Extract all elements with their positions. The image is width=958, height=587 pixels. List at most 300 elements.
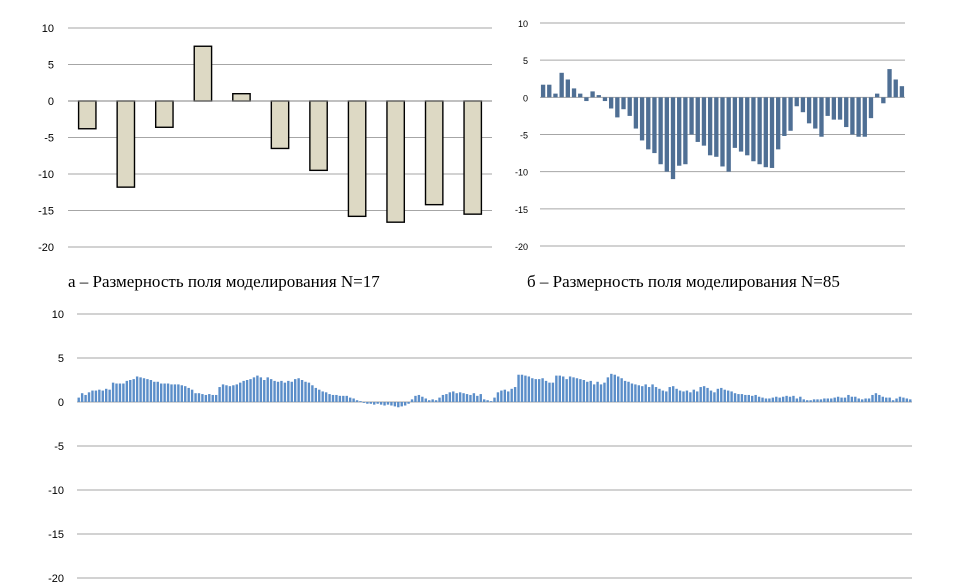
bar: [95, 391, 97, 402]
bar: [352, 398, 354, 402]
bar: [181, 385, 183, 402]
bar: [888, 398, 890, 402]
bar: [733, 97, 737, 148]
bar: [683, 97, 687, 164]
bar: [858, 398, 860, 402]
bar: [208, 394, 210, 402]
bar: [757, 97, 761, 164]
y-tick-label: 0: [47, 96, 54, 108]
bar: [562, 376, 564, 402]
bar: [610, 374, 612, 402]
bar: [102, 391, 104, 402]
bar: [730, 391, 732, 402]
bar: [600, 384, 602, 402]
bar: [98, 390, 100, 402]
bar: [776, 97, 780, 149]
bar: [869, 97, 873, 118]
bar: [590, 91, 594, 97]
bar: [524, 376, 526, 402]
bar: [844, 97, 848, 127]
bar: [634, 97, 638, 128]
bar: [868, 398, 870, 402]
bar: [875, 393, 877, 402]
bar: [820, 399, 822, 402]
bar: [445, 394, 447, 402]
bar: [614, 375, 616, 402]
bar: [163, 384, 165, 402]
bar: [854, 397, 856, 402]
bar: [304, 382, 306, 402]
bar: [229, 386, 231, 402]
bar: [899, 397, 901, 402]
bar: [807, 97, 811, 123]
bar: [696, 97, 700, 142]
bar: [88, 392, 90, 402]
bar: [900, 86, 904, 97]
bar: [572, 377, 574, 402]
bar: [677, 97, 681, 165]
bar: [770, 97, 774, 168]
bar: [617, 376, 619, 402]
bar: [246, 380, 248, 402]
y-tick-label: 0: [57, 397, 64, 409]
bar: [665, 97, 669, 171]
bar: [521, 375, 523, 402]
bar: [799, 397, 801, 402]
bar: [652, 97, 656, 153]
bar: [233, 94, 250, 101]
bar: [294, 379, 296, 402]
bar: [706, 388, 708, 402]
bar: [758, 397, 760, 402]
bar: [535, 379, 537, 402]
bar: [91, 391, 93, 402]
bar: [177, 384, 179, 402]
bar: [418, 395, 420, 402]
bar: [363, 402, 365, 403]
bar: [462, 393, 464, 402]
bar: [115, 384, 117, 402]
bar: [689, 392, 691, 402]
y-tick-label: -5: [54, 441, 64, 453]
bar: [772, 398, 774, 402]
bar: [863, 97, 867, 136]
bar: [500, 391, 502, 402]
bar: [222, 384, 224, 402]
bar: [426, 101, 443, 205]
bar: [768, 398, 770, 402]
bar: [160, 384, 162, 402]
bar: [198, 393, 200, 402]
bar: [236, 384, 238, 402]
bar: [894, 79, 898, 97]
bar: [321, 391, 323, 402]
bar: [847, 395, 849, 402]
bar: [480, 394, 482, 402]
bar: [906, 398, 908, 402]
bar: [218, 387, 220, 402]
bar: [658, 97, 662, 164]
y-tick-label: 0: [522, 93, 528, 104]
bar: [878, 395, 880, 402]
bar: [646, 97, 650, 149]
bar: [404, 402, 406, 406]
bar: [486, 400, 488, 402]
bar: [559, 376, 561, 402]
bar: [597, 95, 601, 97]
bar: [349, 398, 351, 402]
bar: [586, 382, 588, 402]
bar: [703, 386, 705, 402]
bar: [669, 387, 671, 402]
bar: [628, 97, 632, 116]
bar: [459, 392, 461, 402]
y-tick-label: -15: [514, 204, 528, 215]
bar: [851, 397, 853, 402]
bar: [332, 395, 334, 402]
bar: [510, 389, 512, 402]
bar: [174, 384, 176, 402]
bar: [531, 378, 533, 402]
y-tick-label: 5: [522, 56, 528, 67]
bar: [414, 396, 416, 402]
bar: [493, 398, 495, 402]
bar: [792, 396, 794, 402]
bar: [435, 400, 437, 402]
bar: [390, 402, 392, 406]
bar: [291, 382, 293, 402]
y-tick-label: 10: [41, 23, 54, 35]
bar: [311, 385, 313, 402]
bar: [809, 400, 811, 402]
bar: [212, 395, 214, 402]
bar: [380, 402, 382, 405]
bar: [665, 391, 667, 402]
bar: [431, 399, 433, 402]
bar: [696, 391, 698, 402]
bar: [720, 388, 722, 402]
bar: [861, 399, 863, 402]
bar: [156, 101, 173, 127]
bar: [813, 399, 815, 402]
bar: [308, 383, 310, 402]
bar: [253, 377, 255, 402]
bar: [129, 380, 131, 402]
bar: [816, 399, 818, 402]
bar: [194, 393, 196, 402]
bar: [84, 395, 86, 402]
bar: [830, 398, 832, 402]
bar: [714, 97, 718, 156]
bar: [744, 395, 746, 402]
bar: [624, 381, 626, 402]
bar: [724, 390, 726, 402]
bar: [576, 378, 578, 402]
y-tick-label: -20: [514, 242, 528, 252]
bar: [895, 398, 897, 402]
bar: [366, 402, 368, 404]
bar: [806, 400, 808, 402]
y-tick-label: -5: [44, 132, 54, 145]
bar: [346, 396, 348, 402]
bar: [679, 391, 681, 402]
bar: [105, 389, 107, 402]
bar: [397, 402, 399, 407]
bar: [638, 385, 640, 402]
bar: [376, 402, 378, 404]
bar: [528, 376, 530, 402]
caption-a: а – Размерность поля моделирования N=17: [68, 272, 380, 291]
chart-b: [515, 19, 905, 252]
bar: [871, 395, 873, 402]
bar: [603, 383, 605, 402]
bar: [548, 383, 550, 402]
bar: [710, 391, 712, 402]
bar: [280, 381, 282, 402]
bar: [686, 391, 688, 402]
bar: [553, 94, 557, 98]
bar: [287, 381, 289, 402]
bar: [297, 378, 299, 402]
bar: [648, 387, 650, 402]
bar: [401, 402, 403, 406]
bar: [902, 398, 904, 402]
bar: [607, 377, 609, 402]
bar: [572, 88, 576, 97]
bar: [469, 395, 471, 402]
bar: [143, 378, 145, 402]
bar: [699, 387, 701, 402]
bar: [267, 377, 269, 402]
bar: [796, 398, 798, 402]
bar: [81, 393, 83, 402]
bar: [411, 399, 413, 402]
bar: [260, 377, 262, 402]
y-tick-label: -15: [48, 529, 64, 541]
bar: [675, 389, 677, 402]
bar: [483, 399, 485, 402]
bar: [658, 389, 660, 402]
bar: [325, 392, 327, 402]
bar: [359, 401, 361, 402]
bar: [559, 73, 563, 98]
bar: [194, 46, 211, 101]
bar: [315, 388, 317, 402]
bar: [621, 97, 625, 109]
bar: [819, 97, 823, 136]
bar: [885, 398, 887, 402]
bar: [225, 385, 227, 402]
bar: [565, 379, 567, 402]
y-tick-label: -5: [519, 130, 528, 141]
y-tick-label: 10: [517, 19, 528, 29]
bar: [187, 388, 189, 402]
bar: [837, 397, 839, 402]
bar: [428, 400, 430, 402]
bar: [310, 101, 327, 170]
bar: [720, 97, 724, 166]
bar: [263, 380, 265, 402]
bar: [139, 377, 141, 402]
bar: [108, 390, 110, 402]
bar: [271, 101, 288, 148]
bar: [662, 391, 664, 402]
bar: [813, 97, 817, 128]
bar: [78, 398, 80, 402]
bar: [146, 379, 148, 402]
chart-a: [38, 23, 492, 254]
bar: [387, 101, 404, 222]
y-tick-label: -10: [48, 485, 64, 497]
bar: [284, 383, 286, 402]
bar: [788, 97, 792, 130]
bar: [751, 396, 753, 402]
bar: [273, 381, 275, 402]
bar: [739, 97, 743, 151]
bar: [438, 398, 440, 402]
bar: [507, 391, 509, 402]
bar: [832, 97, 836, 119]
y-tick-label: 5: [57, 353, 64, 365]
bar: [708, 97, 712, 155]
bar: [112, 383, 114, 402]
bar: [713, 392, 715, 402]
bar: [547, 85, 551, 98]
bar: [682, 391, 684, 402]
bar: [256, 376, 258, 402]
bar: [833, 398, 835, 402]
bar: [593, 384, 595, 402]
bar: [464, 101, 481, 214]
bar: [201, 394, 203, 402]
bar: [373, 402, 375, 405]
bar: [727, 97, 731, 171]
chart-c: [48, 309, 912, 585]
bar: [566, 79, 570, 97]
bar: [452, 391, 454, 402]
bar: [517, 375, 519, 402]
bar: [620, 378, 622, 402]
bar: [748, 395, 750, 402]
bar: [782, 397, 784, 402]
bar: [150, 380, 152, 402]
caption-b: б – Размерность поля моделирования N=85: [527, 272, 840, 291]
bar: [631, 384, 633, 402]
bar: [782, 97, 786, 136]
bar: [856, 97, 860, 136]
bar: [466, 394, 468, 402]
y-tick-label: -20: [38, 242, 54, 254]
y-tick-label: 5: [47, 59, 54, 72]
bar: [122, 384, 124, 402]
bar: [579, 379, 581, 402]
bar: [541, 378, 543, 402]
bar: [844, 398, 846, 402]
bar: [775, 397, 777, 402]
bar: [838, 97, 842, 119]
bar: [239, 383, 241, 402]
bar: [277, 382, 279, 402]
bar: [603, 97, 607, 101]
bar: [751, 97, 755, 161]
bar: [348, 101, 365, 216]
bar: [651, 384, 653, 402]
bar: [881, 97, 885, 103]
bar: [191, 390, 193, 402]
bar: [734, 393, 736, 402]
bar: [514, 387, 516, 402]
bar: [456, 393, 458, 402]
bar: [892, 400, 894, 402]
bar: [449, 392, 451, 402]
bar: [727, 391, 729, 402]
bar: [801, 97, 805, 112]
bar: [803, 399, 805, 402]
bar: [887, 69, 891, 97]
bar: [578, 94, 582, 98]
bar: [153, 382, 155, 402]
bar: [590, 381, 592, 402]
bar: [490, 401, 492, 402]
bar: [702, 97, 706, 145]
bar: [785, 396, 787, 402]
bar: [761, 398, 763, 402]
bar: [627, 382, 629, 402]
bar: [136, 376, 138, 402]
bar: [741, 394, 743, 402]
bar: [672, 386, 674, 402]
bar: [473, 393, 475, 402]
y-tick-label: -10: [514, 167, 528, 178]
bar: [779, 398, 781, 402]
bar: [644, 384, 646, 402]
bar: [504, 390, 506, 402]
bar: [476, 396, 478, 402]
bar: [335, 395, 337, 402]
bar: [584, 97, 588, 101]
bar: [249, 379, 251, 402]
bar: [356, 400, 358, 402]
bar: [215, 395, 217, 402]
bar: [596, 382, 598, 402]
bar: [882, 397, 884, 402]
bar: [538, 379, 540, 402]
bar: [764, 97, 768, 167]
bar: [232, 385, 234, 402]
bar: [442, 395, 444, 402]
bar: [552, 383, 554, 402]
bar: [421, 397, 423, 402]
bar: [840, 398, 842, 402]
bar: [823, 398, 825, 402]
bar: [425, 398, 427, 402]
bar: [689, 97, 693, 134]
bar: [634, 384, 636, 402]
bar: [875, 94, 879, 98]
bar: [370, 402, 372, 404]
bar: [394, 402, 396, 406]
bar: [583, 380, 585, 402]
bar: [132, 379, 134, 402]
bar: [717, 389, 719, 402]
bar: [826, 97, 830, 116]
bar: [205, 395, 207, 402]
bar: [569, 376, 571, 402]
bar: [119, 384, 121, 402]
bar: [270, 379, 272, 402]
bar: [184, 386, 186, 402]
bar: [545, 381, 547, 402]
